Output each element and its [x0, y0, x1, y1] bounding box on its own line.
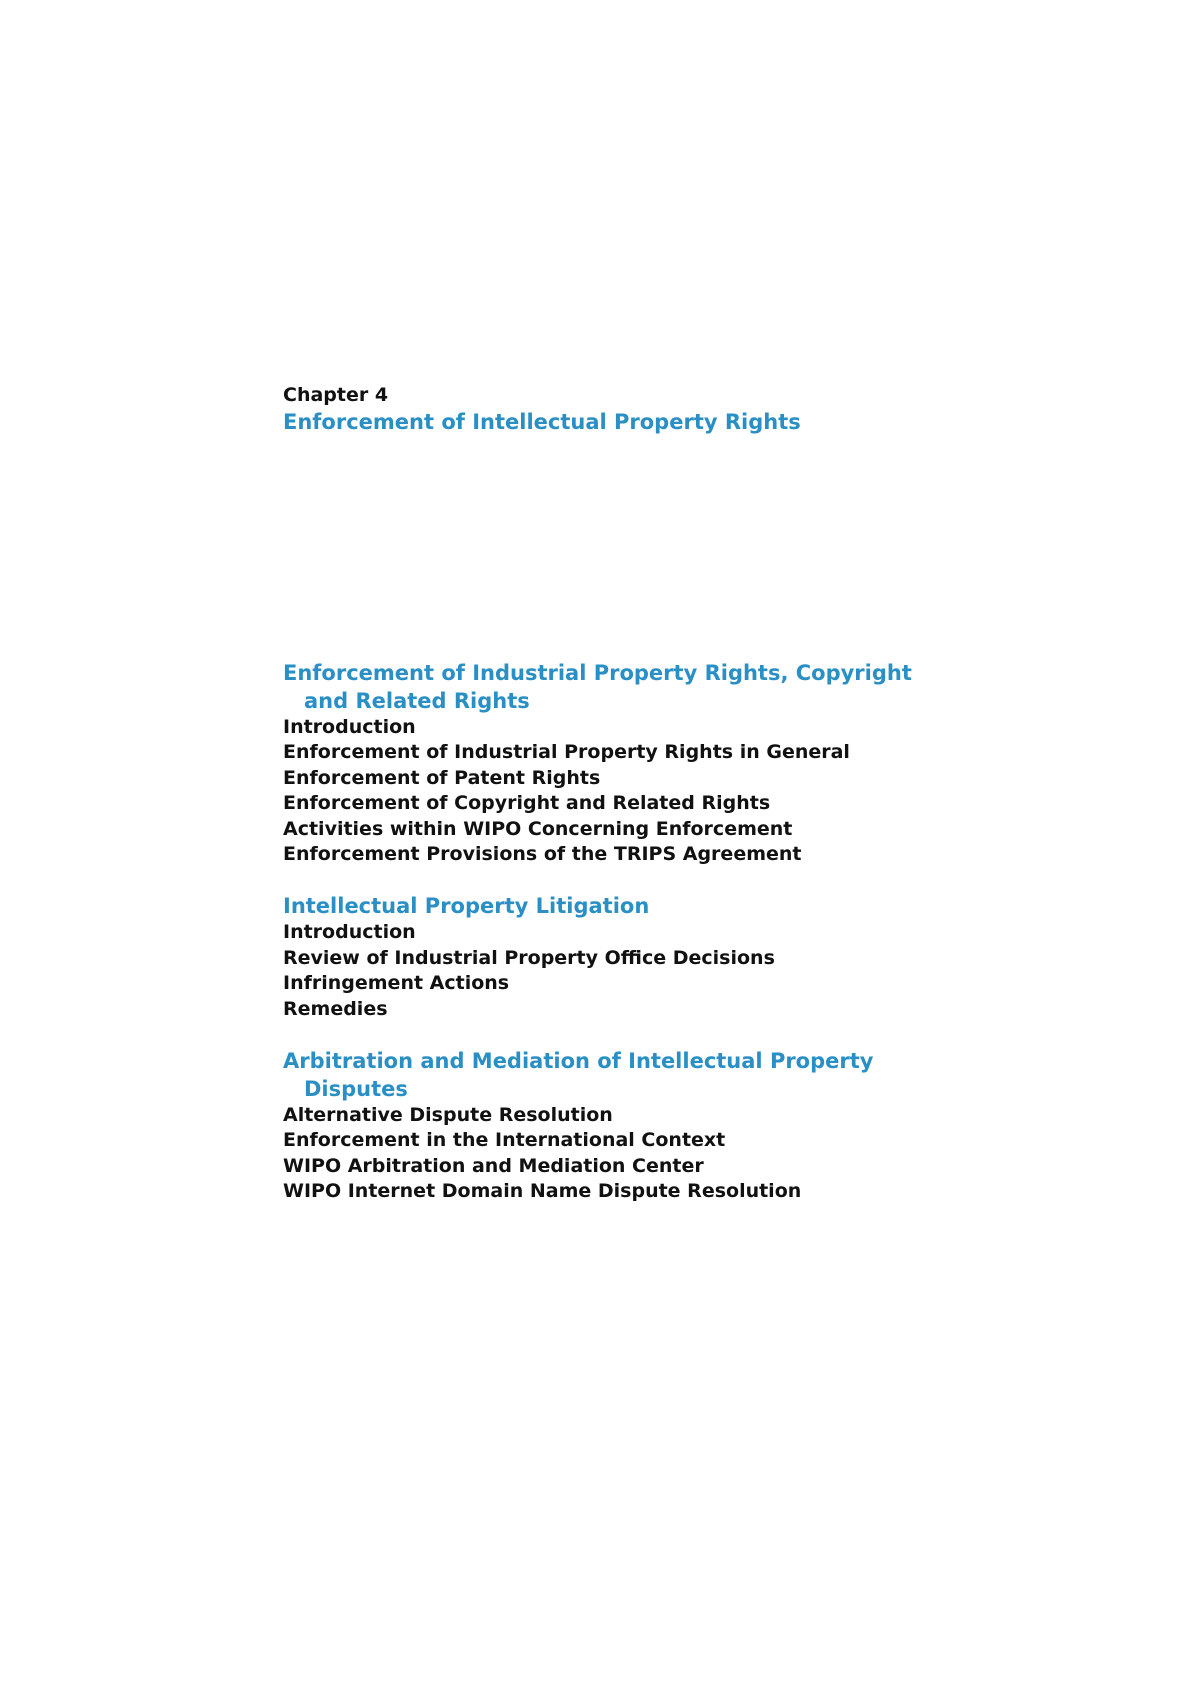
toc-item: Enforcement of Patent Rights: [283, 766, 601, 789]
table-of-contents: [283, 659, 983, 1230]
toc-item: Remedies: [283, 997, 388, 1020]
toc-item: Activities within WIPO Concerning Enforcement: [283, 817, 793, 840]
toc-item: WIPO Arbitration and Mediation Center: [283, 1154, 704, 1177]
chapter-title: Enforcement of Intellectual Property Rights: [283, 410, 801, 434]
toc-item: Introduction: [283, 716, 416, 738]
toc-item: Enforcement in the International Context: [283, 1129, 726, 1152]
toc-item: Enforcement Provisions of the TRIPS Agreement: [283, 843, 802, 866]
chapter-header: [283, 382, 983, 436]
toc-section-enforcement: [283, 659, 983, 867]
toc-item: Enforcement of Copyright and Related Rights: [283, 792, 771, 815]
toc-item: Alternative Dispute Resolution: [283, 1104, 613, 1127]
toc-item: Review of Industrial Property Office Decisions: [283, 946, 775, 969]
toc-section-litigation: [283, 892, 983, 1022]
chapter-number: Chapter 4: [283, 384, 389, 406]
toc-item: Infringement Actions: [283, 972, 510, 995]
toc-section-arbitration: [283, 1047, 983, 1205]
section-heading: Enforcement of Industrial Property Rights, Copyright and Related Rights: [283, 661, 912, 713]
section-heading: Arbitration and Mediation of Intellectual Property Disputes: [283, 1049, 874, 1102]
toc-item: Enforcement of Industrial Property Rights in General: [283, 741, 850, 764]
section-heading: Intellectual Property Litigation: [283, 894, 650, 919]
toc-item: WIPO Internet Domain Name Dispute Resolution: [283, 1180, 802, 1203]
toc-item: Introduction: [283, 921, 416, 944]
